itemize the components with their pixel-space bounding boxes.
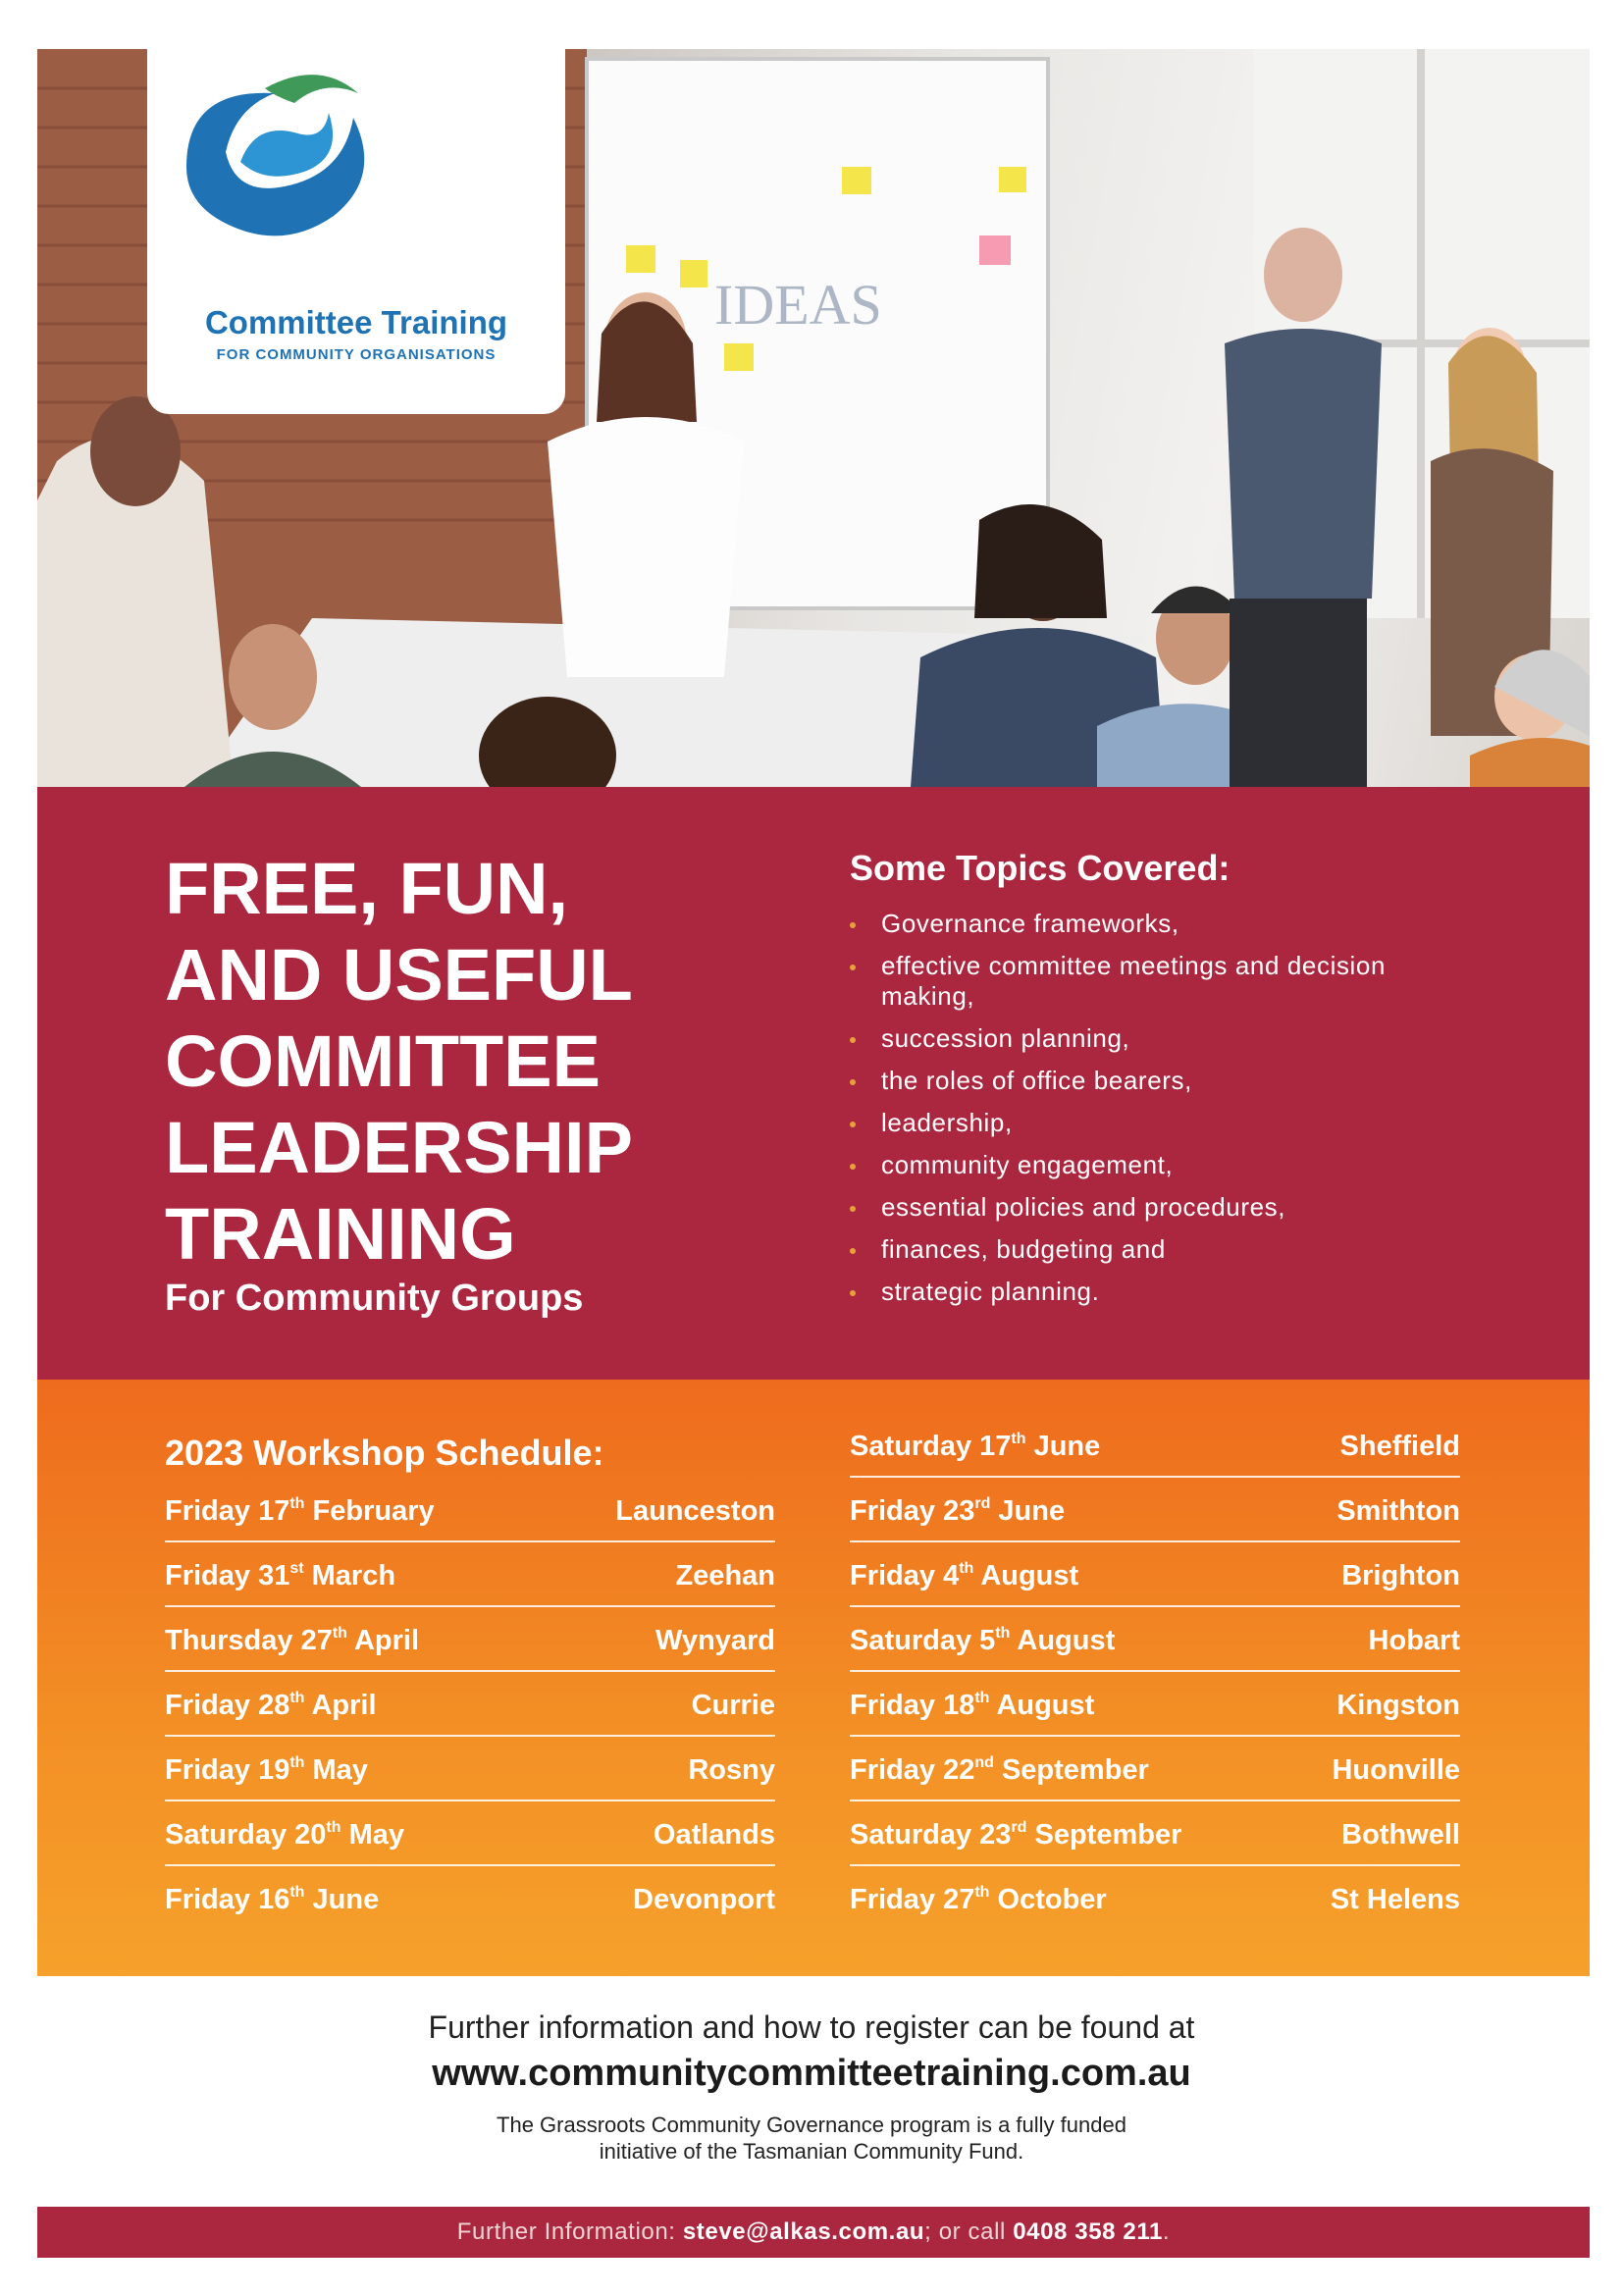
- schedule-row: [165, 1801, 775, 1866]
- schedule-column-right: [850, 1413, 1460, 1931]
- topic-text: succession planning,: [881, 1023, 1130, 1053]
- topic-item: [850, 1066, 1439, 1096]
- bullet-icon: [850, 1122, 856, 1127]
- schedule-date: Saturday 5th August: [850, 1625, 1116, 1656]
- topic-text: the roles of office bearers,: [881, 1066, 1192, 1095]
- topic-text: leadership,: [881, 1108, 1013, 1137]
- schedule-date: Friday 18th August: [850, 1690, 1095, 1721]
- schedule-row: [850, 1607, 1460, 1672]
- logo-swirl-icon: [147, 49, 383, 245]
- schedule-location: Devonport: [633, 1884, 775, 1915]
- schedule-location: Sheffield: [1339, 1431, 1460, 1462]
- schedule-row: [850, 1737, 1460, 1801]
- schedule-location: Currie: [691, 1690, 775, 1721]
- schedule-location: Launceston: [615, 1495, 775, 1527]
- schedule-location: Brighton: [1341, 1560, 1460, 1592]
- schedule-row: [850, 1413, 1460, 1478]
- schedule-row: [165, 1478, 775, 1542]
- schedule-date: Friday 31st March: [165, 1560, 396, 1592]
- schedule-location: St Helens: [1330, 1884, 1460, 1915]
- schedule-row: [850, 1542, 1460, 1607]
- topic-item: [850, 1192, 1439, 1223]
- website-link[interactable]: www.communitycommitteetraining.com.au: [432, 2053, 1191, 2094]
- funding-note: [0, 2112, 1623, 2165]
- schedule-date: Friday 28th April: [165, 1690, 377, 1721]
- footer-prefix: Further Information:: [456, 2218, 683, 2245]
- bullet-icon: [850, 1164, 856, 1170]
- topic-item: [850, 1234, 1439, 1265]
- bullet-icon: [850, 1206, 856, 1212]
- schedule-title: 2023 Workshop Schedule:: [165, 1433, 604, 1473]
- topic-item: [850, 1023, 1439, 1054]
- topic-item: [850, 1277, 1439, 1307]
- headline-band: [37, 787, 1590, 1380]
- schedule-date: Friday 22nd September: [850, 1754, 1149, 1786]
- headline-line: FREE, FUN,: [165, 848, 569, 929]
- funding-line: initiative of the Tasmanian Community Fund.: [599, 2139, 1024, 2164]
- whiteboard-text: IDEAS: [714, 273, 882, 337]
- schedule-location: Kingston: [1336, 1690, 1460, 1721]
- logo-title: Committee Training: [204, 304, 508, 340]
- schedule-row: [850, 1866, 1460, 1931]
- schedule-row: [850, 1672, 1460, 1737]
- footer-middle: ; or call: [924, 2218, 1014, 2245]
- topic-text: effective committee meetings and decision making,: [881, 951, 1387, 1011]
- bullet-icon: [850, 1037, 856, 1043]
- schedule-row: [165, 1866, 775, 1931]
- schedule-location: Zeehan: [675, 1560, 775, 1592]
- hero-photo: [37, 49, 1590, 787]
- schedule-location: Smithton: [1336, 1495, 1460, 1527]
- topic-text: essential policies and procedures,: [881, 1192, 1286, 1222]
- headline-line: LEADERSHIP: [165, 1107, 633, 1188]
- schedule-row: [165, 1542, 775, 1607]
- schedule-location: Oatlands: [653, 1819, 775, 1851]
- footer-bar: [37, 2207, 1590, 2258]
- schedule-location: Bothwell: [1341, 1819, 1460, 1851]
- bullet-icon: [850, 1290, 856, 1296]
- bullet-icon: [850, 1248, 856, 1254]
- schedule-row: [165, 1607, 775, 1672]
- schedule-row: [850, 1801, 1460, 1866]
- funding-line: The Grassroots Community Governance program is a fully funded: [497, 2113, 1126, 2137]
- bullet-icon: [850, 965, 856, 970]
- headline-line: AND USEFUL: [165, 934, 633, 1016]
- schedule-row: [165, 1737, 775, 1801]
- topic-item: [850, 1150, 1439, 1180]
- schedule-column-left: [165, 1478, 775, 1931]
- schedule-date: Friday 17th February: [165, 1495, 435, 1527]
- topic-text: strategic planning.: [881, 1277, 1100, 1306]
- schedule-date: Friday 19th May: [165, 1754, 368, 1786]
- headline: [165, 846, 793, 1278]
- topics-title: Some Topics Covered:: [850, 848, 1230, 888]
- logo-subtitle: FOR COMMUNITY ORGANISATIONS: [216, 346, 497, 363]
- footer-phone[interactable]: 0408 358 211: [1013, 2218, 1163, 2245]
- info-line: Further information and how to register can be found at: [428, 2009, 1195, 2045]
- schedule-date: Saturday 20th May: [165, 1819, 405, 1851]
- schedule-date: Saturday 23rd September: [850, 1819, 1182, 1851]
- logo-card: [147, 49, 565, 414]
- headline-line: COMMITTEE: [165, 1020, 601, 1102]
- headline-line: TRAINING: [165, 1193, 516, 1275]
- footer-email[interactable]: steve@alkas.com.au: [682, 2218, 925, 2245]
- schedule-band: [37, 1380, 1590, 1976]
- schedule-location: Huonville: [1332, 1754, 1460, 1786]
- topic-text: finances, budgeting and: [881, 1234, 1166, 1264]
- schedule-date: Friday 4th August: [850, 1560, 1079, 1592]
- schedule-date: Friday 16th June: [165, 1884, 380, 1915]
- schedule-row: [165, 1672, 775, 1737]
- schedule-date: Saturday 17th June: [850, 1431, 1101, 1462]
- schedule-date: Friday 27th October: [850, 1884, 1107, 1915]
- schedule-row: [850, 1478, 1460, 1542]
- tagline: For Community Groups: [165, 1278, 584, 1319]
- topics-list: [850, 909, 1439, 1319]
- bullet-icon: [850, 1079, 856, 1085]
- schedule-date: Thursday 27th April: [165, 1625, 419, 1656]
- topic-text: community engagement,: [881, 1150, 1174, 1179]
- schedule-location: Hobart: [1368, 1625, 1460, 1656]
- schedule-location: Wynyard: [655, 1625, 775, 1656]
- topic-item: [850, 909, 1439, 939]
- bullet-icon: [850, 922, 856, 928]
- footer-suffix: .: [1162, 2218, 1171, 2245]
- topic-item: [850, 951, 1439, 1012]
- topic-item: [850, 1108, 1439, 1138]
- schedule-location: Rosny: [688, 1754, 775, 1786]
- schedule-date: Friday 23rd June: [850, 1495, 1066, 1527]
- topic-text: Governance frameworks,: [881, 909, 1179, 938]
